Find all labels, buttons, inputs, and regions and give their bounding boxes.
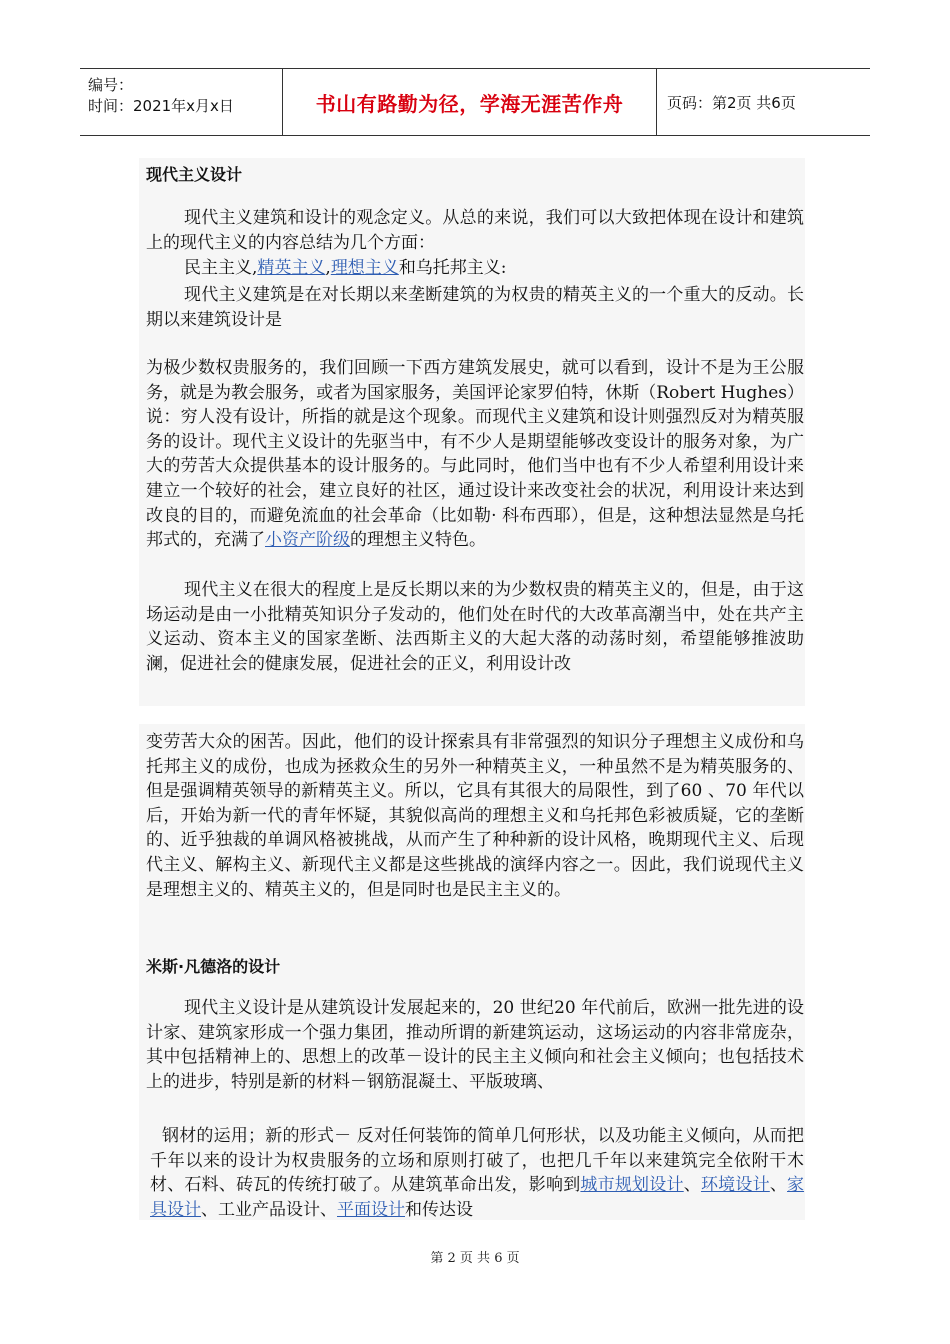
header-page-info: 页码：第2页 共6页 [667, 93, 796, 112]
header-motto: 书山有路勤为径，学海无涯苦作舟 [283, 69, 657, 135]
section-title-modernism: 现代主义设计 [146, 165, 243, 184]
paragraph: 现代主义在很大的程度上是反长期以来的为少数权贵的精英主义的，但是，由于这场运动是由一小批精英知识分子发动的，他们处在时代的大改革高潮当中，处在共产主义运动、资本主义的国家垄断、法西斯主义的大起大落的动荡时刻，希望能够推波助澜，促进社会的健康发展，促进社会的正义，利用设计改 [146, 580, 804, 674]
text: 和乌托邦主义: [398, 258, 507, 278]
text: 、 [769, 1175, 788, 1196]
text: 、工业产品设计、 [201, 1199, 337, 1220]
paragraph: 现代主义建筑是在对长期以来垄断建筑的为权贵的精英主义的一个重大的反动。长期以来建筑设计是 [146, 285, 804, 330]
text: 为极少数权贵服务的，我们回顾一下西方建筑发展史，就可以看到，设计不是为王公服务，就是为教会服务，或者为国家服务，美国评论家罗伯特，休斯（Robert Hughes）说：穷人没有设计，所指的就是这个现象。而现代主义建筑和设计则强烈反对为精英服务的设计。现代主义设计的先驱当中，有不少人是期望能够改变设计的服务对象，为广大的劳苦大众提供基本的设计服务的。与此同时，他们当中也有不少人希望利用设计来建立一个较好的社会，建立良好的社区，通过设计来改变社会的状况，利用设计来达到改良的目的，而避免流血的社会革命（比如勒· 科布西耶），但是，这种想法显然是乌托邦式的，充满了 [146, 358, 804, 551]
link-elitism[interactable]: 精英主义 [257, 258, 326, 278]
code-label: 编号： [88, 76, 134, 94]
link-petty-bourgeoisie[interactable]: 小资产阶级 [265, 530, 350, 551]
text: 、 [683, 1175, 701, 1196]
link-graphic-design[interactable]: 平面设计 [337, 1199, 405, 1220]
link-idealism[interactable]: 理想主义 [330, 258, 399, 278]
text: 的理想主义特色。 [350, 530, 486, 551]
text: 民主主义, [184, 258, 258, 278]
paragraph-history [146, 356, 804, 553]
page-footer: 第 2 页 共 6 页 [430, 1251, 520, 1266]
section-title-mies: 米斯·凡德洛的设计 [146, 957, 281, 976]
paragraph-influence [150, 1124, 804, 1222]
link-environmental-design[interactable]: 环境设计 [700, 1175, 770, 1196]
text: , [325, 258, 331, 278]
link-furniture-design[interactable]: 家具设计 [150, 1175, 805, 1220]
page-header [80, 68, 870, 136]
header-meta [80, 69, 283, 135]
paragraph: 现代主义设计是从建筑设计发展起来的，20 世纪20 年代前后，欧洲一批先进的设计家、建筑家形成一个强力集团，推动所谓的新建筑运动，这场运动的内容非常庞杂，其中包括精神上的、思想上的改革－设计的民主主义倾向和社会主义倾向；也包括技术上的进步，特别是新的材料－钢筋混凝土、平版玻璃、 [146, 998, 804, 1092]
paragraph-isms [146, 256, 804, 281]
text: 钢材的运用；新的形式－ 反对任何装饰的简单几何形状，以及功能主义倾向，从而把千年以来的设计为权贵服务的立场和原则打破了，也把几千年以来建筑完全依附干木材、石料、砖瓦的传统打破了。从建筑革命出发，影响到 [150, 1126, 804, 1196]
text: 和传达设 [405, 1199, 473, 1220]
paragraph: 变劳苦大众的困苦。因此，他们的设计探索具有非常强烈的知识分子理想主义成份和乌托邦主义的成份，也成为拯救众生的另外一种精英主义，一种虽然不是为精英服务的、但是强调精英领导的新精英主义。所以，它具有其很大的局限性，到了60 、70 年代以后，开始为新一代的青年怀疑，其貌似高尚的理想主义和乌托邦色彩被质疑，它的垄断的、近乎独裁的单调风格被挑战，从而产生了种种新的设计风格，晚期现代主义、后现代主义、解构主义、新现代主义都是这些挑战的演绎内容之一。因此，我们说现代主义是理想主义的、精英主义的，但是同时也是民主主义的。 [146, 732, 804, 900]
time-label: 时间：2021年x月x日 [88, 97, 234, 115]
paragraph: 现代主义建筑和设计的观念定义。从总的来说，我们可以大致把体现在设计和建筑上的现代主义的内容总结为几个方面： [146, 208, 804, 253]
link-urban-planning[interactable]: 城市规划设计 [580, 1175, 684, 1196]
